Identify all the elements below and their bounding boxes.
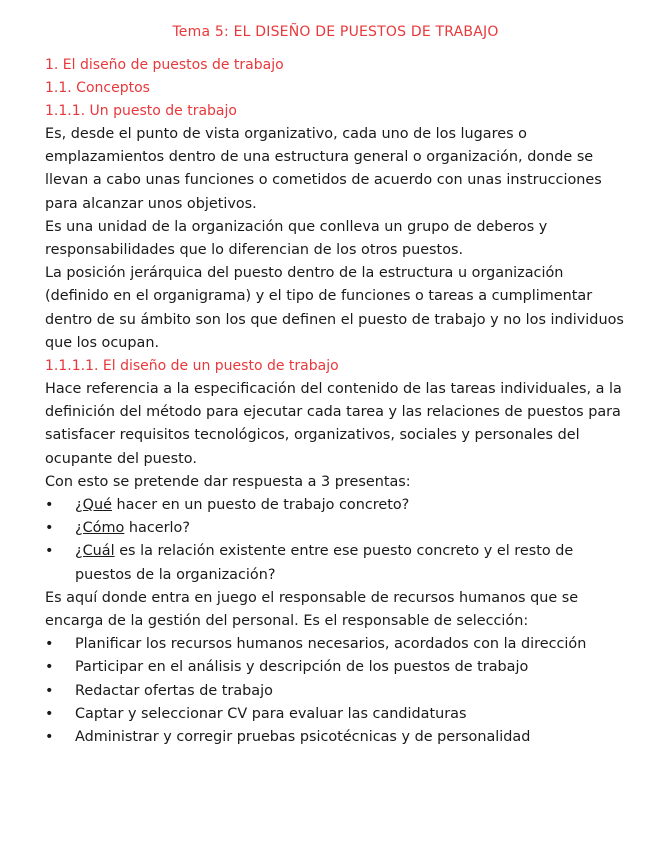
heading-1-1-1: 1.1.1. Un puesto de trabajo [45, 103, 237, 119]
question-keyword: ¿Cómo [75, 520, 125, 537]
page-title: Tema 5: EL DISEÑO DE PUESTOS DE TRABAJO [172, 24, 499, 40]
question-text: hacerlo? [124, 520, 190, 537]
paragraph-unit: Es una unidad de la organización que conlleva un grupo de deberos y responsabilidades que lo diferencian de los otros puestos. [45, 218, 548, 259]
paragraph-definition: Es, desde el punto de vista organizativo, cada uno de los lugares o emplazamientos dentro de una estructura general o organización, donde se llevan a cabo unas funciones o cometidos de acuerdo con unas instrucciones para alcanzar unos objetivos. [45, 126, 602, 212]
list-item [45, 517, 626, 540]
bullet-icon: • [45, 729, 54, 746]
heading-1-1-1-1: 1.1.1.1. El diseño de un puesto de trabajo [45, 358, 339, 375]
bullet-icon: • [45, 543, 54, 560]
list-item [45, 494, 626, 517]
bullet-icon: • [45, 682, 54, 699]
task-text: Captar y seleccionar CV para evaluar las candidaturas [75, 705, 467, 722]
tasks-list [45, 633, 626, 749]
heading-1-1: 1.1. Conceptos [45, 80, 150, 96]
task-text: Planificar los recursos humanos necesarios, acordados con la dirección [75, 636, 587, 653]
list-item [45, 540, 626, 586]
list-item [45, 680, 626, 703]
paragraph-position: La posición jerárquica del puesto dentro de la estructura u organización (definido en el organigrama) y el tipo de funciones o tareas a cumplimentar dentro de su ámbito son los que definen el puesto de trabajo y no los individuos que los ocupan. [45, 265, 624, 351]
list-item [45, 656, 626, 679]
bullet-icon: • [45, 705, 54, 722]
bullet-icon: • [45, 520, 54, 537]
question-keyword: ¿Qué [75, 497, 112, 514]
question-text: hacer en un puesto de trabajo concreto? [111, 497, 410, 514]
paragraph-questions-intro: Con esto se pretende dar respuesta a 3 presentas: [45, 473, 411, 490]
list-item [45, 703, 626, 726]
list-item [45, 726, 626, 749]
task-text: Participar en el análisis y descripción de los puestos de trabajo [75, 659, 529, 676]
list-item [45, 633, 626, 656]
paragraph-design-reference: Hace referencia a la especificación del contenido de las tareas individuales, a la definición del método para ejecutar cada tarea y las relaciones de puestos para satisfacer requisitos tecnológicos, organizativos, sociales y personales del ocupante del puesto. [45, 381, 622, 467]
questions-list [45, 494, 626, 587]
heading-1: 1. El diseño de puestos de trabajo [45, 57, 284, 73]
question-keyword: ¿Cuál [75, 543, 115, 560]
question-text: es la relación existente entre ese puesto concreto y el resto de puestos de la organización? [75, 543, 574, 583]
task-text: Administrar y corregir pruebas psicotécnicas y de personalidad [75, 729, 531, 746]
bullet-icon: • [45, 659, 54, 676]
paragraph-hr-responsible: Es aquí donde entra en juego el responsable de recursos humanos que se encarga de la gestión del personal. Es el responsable de selección: [45, 589, 579, 630]
bullet-icon: • [45, 497, 54, 514]
bullet-icon: • [45, 636, 54, 653]
task-text: Redactar ofertas de trabajo [75, 682, 273, 699]
